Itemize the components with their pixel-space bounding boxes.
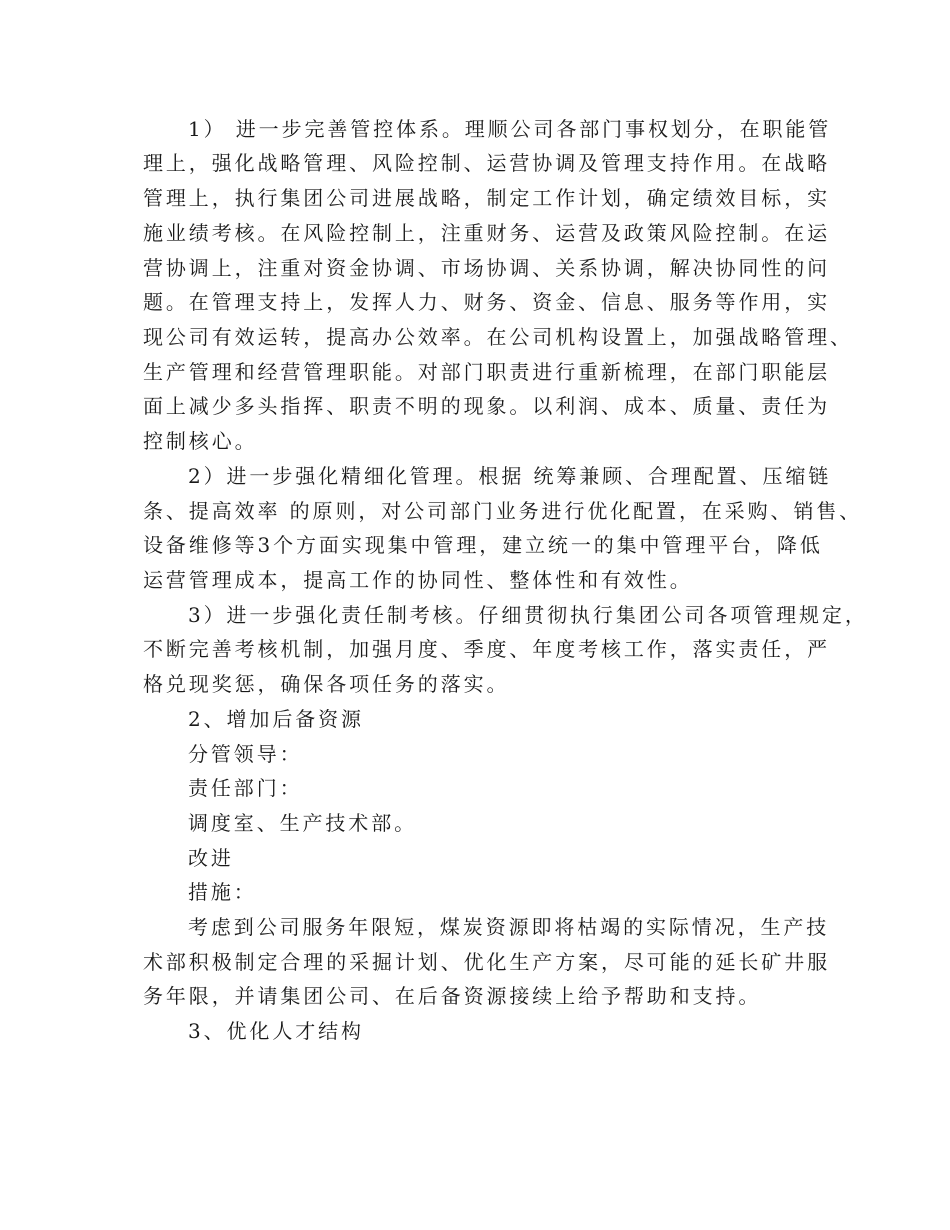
para1-line6: 题。在管理支持上，发挥人力、财务、资金、信息、服务等作用，实 [143, 290, 830, 314]
department-value: 调度室、生产技术部。 [188, 811, 417, 835]
para3-line1: 3）进一步强化责任制考核。仔细贯彻执行集团公司各项管理规定， [188, 603, 868, 627]
para3-line2: 不断完善考核机制，加强月度、季度、年度考核工作，落实责任，严 [143, 637, 830, 661]
para1-line3: 管理上，执行集团公司进展战略，制定工作计划，确定绩效目标，实 [143, 186, 830, 210]
para3-line3: 格兑现奖惩，确保各项任务的落实。 [143, 672, 510, 696]
para1-line1: 1） 进一步完善管控体系。理顺公司各部门事权划分，在职能管 [188, 117, 832, 141]
section-heading-3: 3、优化人才结构 [188, 1019, 364, 1043]
section-heading-2: 2、增加后备资源 [188, 707, 364, 731]
para1-line2: 理上，强化战略管理、风险控制、运营协调及管理支持作用。在战略 [143, 151, 830, 175]
para2-line4: 运营管理成本，提高工作的协同性、整体性和有效性。 [143, 568, 693, 592]
leader-label: 分管领导： [188, 742, 303, 766]
para1-line5: 营协调上，注重对资金协调、市场协调、关系协调，解决协同性的问 [143, 256, 830, 280]
para1-line9: 面上减少多头指挥、职责不明的现象。以利润、成本、质量、责任为 [143, 394, 830, 418]
para1-line10: 控制核心。 [143, 429, 258, 453]
para1-line4: 施业绩考核。在风险控制上，注重财务、运营及政策风险控制。在运 [143, 221, 830, 245]
para4-line3: 务年限，并请集团公司、在后备资源接续上给予帮助和支持。 [143, 984, 762, 1008]
para4-line2: 术部积极制定合理的采掘计划、优化生产方案，尽可能的延长矿井服 [143, 950, 830, 974]
para4-line1: 考虑到公司服务年限短，煤炭资源即将枯竭的实际情况，生产技 [188, 915, 830, 939]
improve-label: 改进 [188, 846, 234, 870]
para2-line3: 设备维修等3个方面实现集中管理，建立统一的集中管理平台，降低 [143, 533, 823, 557]
measures-label: 措施： [188, 880, 257, 904]
department-label: 责任部门： [188, 776, 303, 800]
para1-line8: 生产管理和经营管理职能。对部门职责进行重新梳理，在部门职能层 [143, 360, 830, 384]
para1-line7: 现公司有效运转，提高办公效率。在公司机构设置上，加强战略管理、 [143, 325, 853, 349]
para2-line2: 条、提高效率 的原则，对公司部门业务进行优化配置，在采购、销售、 [143, 499, 863, 523]
para2-line1: 2）进一步强化精细化管理。根据 统筹兼顾、合理配置、压缩链 [188, 464, 832, 488]
